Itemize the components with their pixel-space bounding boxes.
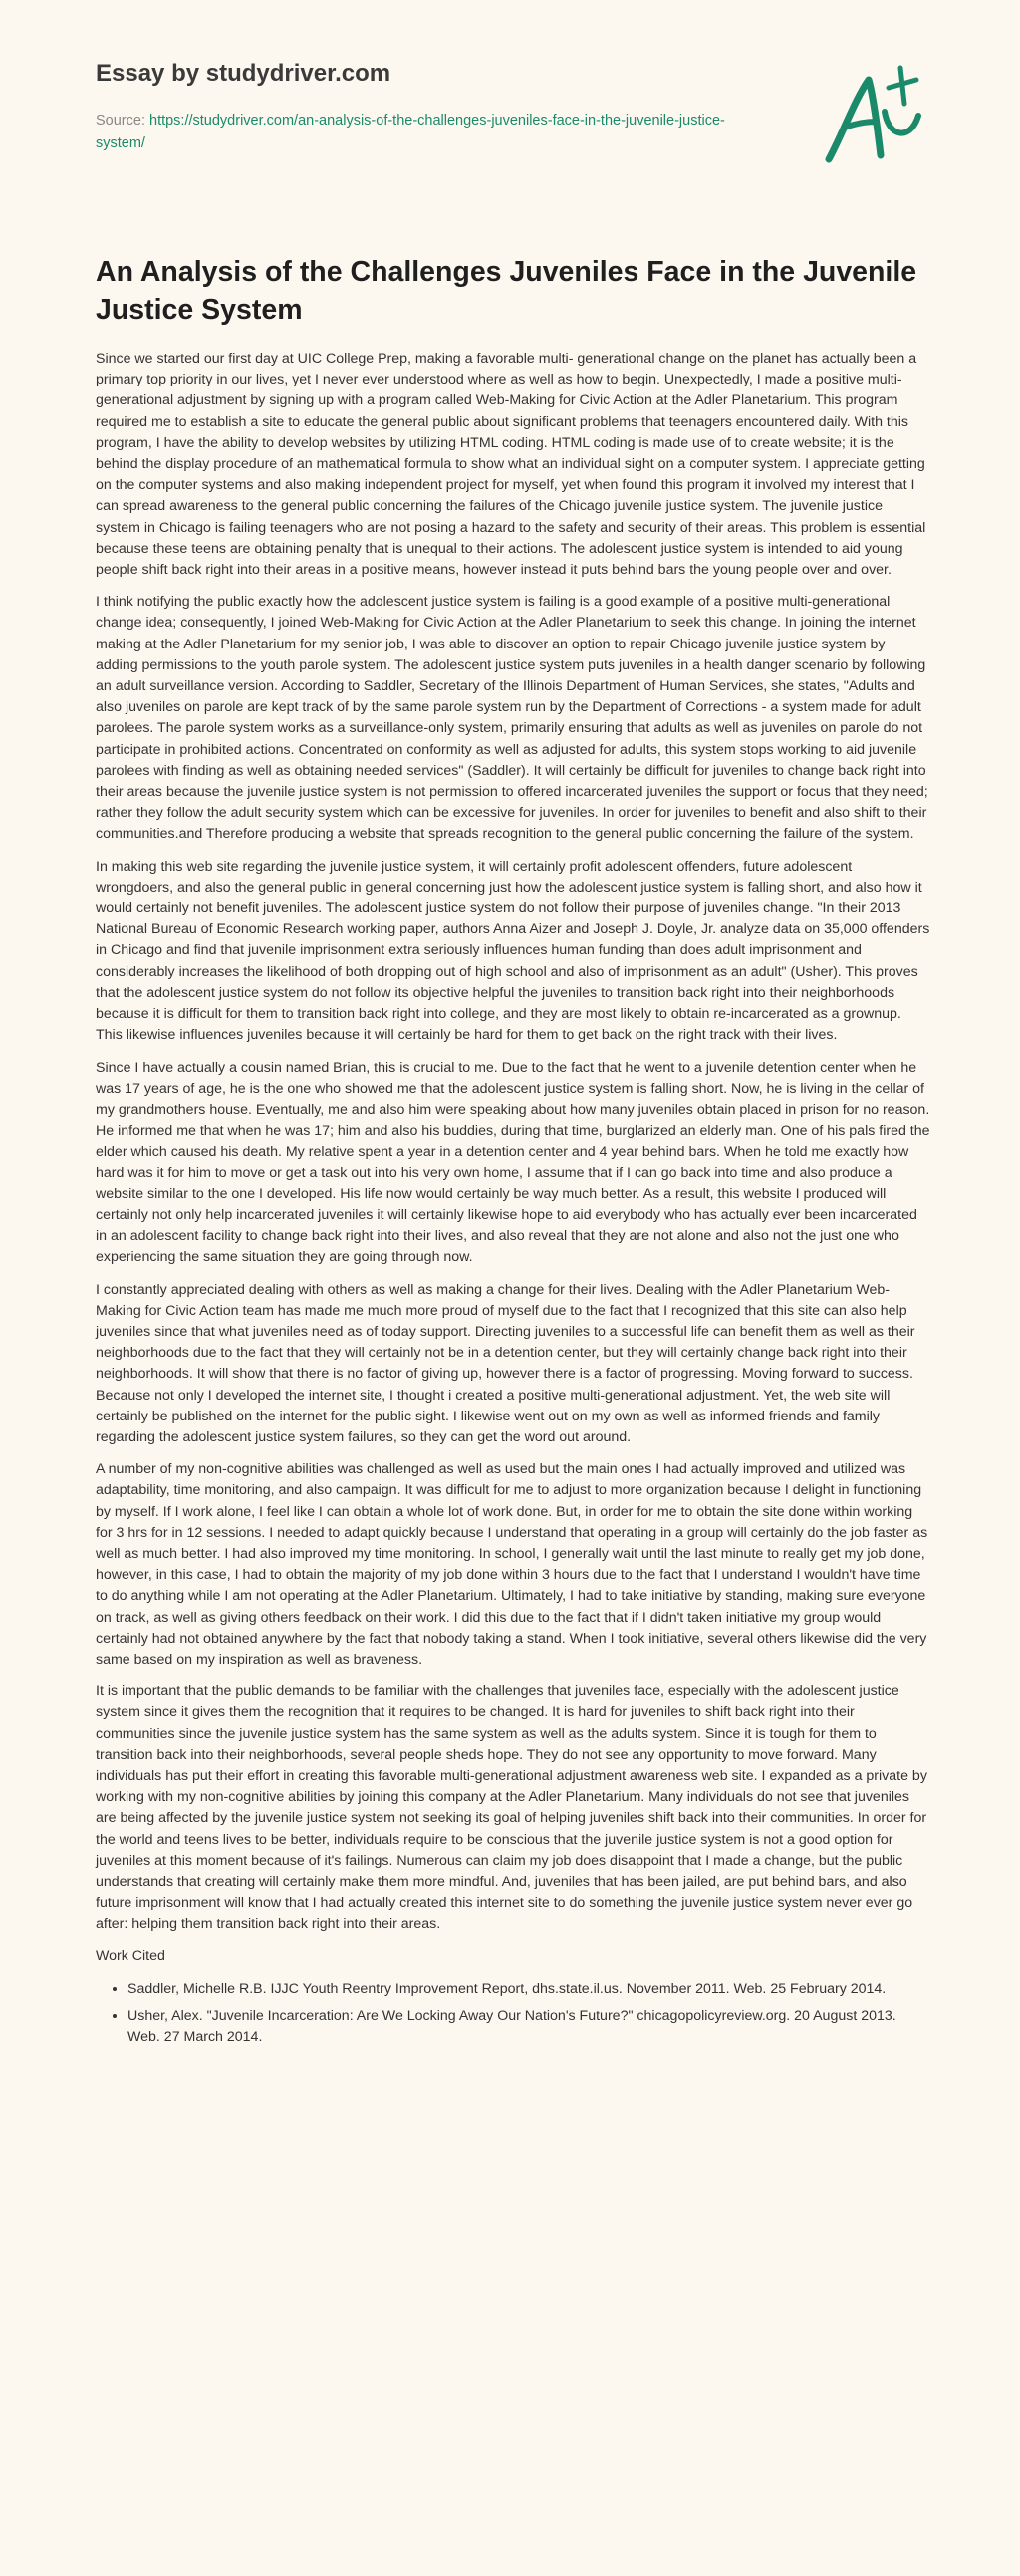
brand-title: Essay by studydriver.com xyxy=(96,60,391,87)
works-cited-list xyxy=(96,1979,930,2048)
a-plus-logo-icon xyxy=(819,64,928,173)
essay-content xyxy=(96,253,930,2054)
source-link[interactable]: https://studydriver.com/an-analysis-of-the-challenges-juveniles-face-in-the-juvenile-justice-system/ xyxy=(96,113,725,151)
essay-title: An Analysis of the Challenges Juveniles Face in the Juvenile Justice System xyxy=(96,256,917,326)
essay-paragraph: I think notifying the public exactly how the adolescent justice system is failing is a good example of a positive multi-generational change idea; consequently, I joined Web-Making for Civic Action at the Adler Planetarium to seek this change. In joining the internet making at the Adler Planetarium for my senior job, I was able to discover an option to repair Chicago juvenile justice system by adding permissions to the youth parole system. The adolescent justice system puts juveniles in a health danger scenario by following an adult surveillance version. According to Saddler, Secretary of the Illinois Department of Human Services, she states, "Adults and also juveniles on parole are kept track of by the same parole system run by the Department of Corrections - a system made for adult parolees. The parole system works as a surveillance-only system, primarily ensuring that adults as well as juveniles on parole do not participate in prohibited actions. Concentrated on conformity as well as adjusted for adults, this system stops working to aid juvenile parolees with finding as well as obtaining needed services" (Saddler). It will certainly be difficult for juveniles to change back right into their areas because the juvenile justice system is not permission to offered incarcerated juveniles the support or focus that they need; rather they follow the adult security system which can be excessive for juveniles. In order for juveniles to benefit and also shift to their communities.and Therefore producing a website that spreads recognition to the general public concerning the failure of the system. xyxy=(96,594,928,843)
essay-paragraph: Since we started our first day at UIC College Prep, making a favorable multi- generational change on the planet has actually been a primary top priority in our lives, yet I never ever understood where as well as how to begin. Unexpectedly, I made a positive multi-generational adjustment by signing up with a program called Web-Making for Civic Action at the Adler Planetarium. This program required me to establish a site to educate the general public about significant problems that teenagers encountered daily. With this program, I have the ability to develop websites by utilizing HTML coding. HTML coding is made use of to create website; it is the behind the display procedure of an mathematical formula to show what an individual sight on a computer system. I appreciate getting on the computer systems and also making independent project for myself, yet when found this program it involved my interest that I can spread awareness to the general public concerning the failures of the Chicago juvenile justice system. The juvenile justice system in Chicago is failing teenagers who are not posing a hazard to the safety and security of their areas. This problem is essential because these teens are obtaining penalty that is unequal to their actions. The adolescent justice system is intended to aid young people shift back right into their areas in a positive means, however instead it puts behind bars the young people over and over. xyxy=(96,351,926,579)
page-header xyxy=(96,60,793,155)
essay-paragraph: In making this web site regarding the juvenile justice system, it will certainly profit adolescent offenders, future adolescent wrongdoers, and also the general public in general concerning just how the adolescent justice system is falling short, and also how it would certainly not benefit juveniles. The adolescent justice system do not follow their purpose of juveniles change. "In their 2013 National Bureau of Economic Research working paper, authors Anna Aizer and Joseph J. Doyle, Jr. analyze data on 35,000 offenders in Chicago and find that juvenile imprisonment extra seriously influences human funding than does adult imprisonment and considerably increases the likelihood of both dropping out of high school and also of imprisonment as an adult" (Usher). This proves that the adolescent justice system do not follow its objective helpful the juveniles to transition back right into their neighborhoods because it is difficult for them to transition back right into college, and they are most likely to obtain re-incarcerated as a grownup. This likewise influences juveniles because it will certainly be hard for them to get back on the right track with their lives. xyxy=(96,858,930,1044)
essay-paragraph: A number of my non-cognitive abilities was challenged as well as used but the main ones I had actually improved and utilized was adaptability, time monitoring, and also campaign. It was difficult for me to adjust to more organization because I delight in functioning by myself. If I work alone, I feel like I can obtain a whole lot of work done. But, in order for me to obtain the site done within working for 3 hrs for in 12 sessions. I needed to adapt quickly because I understand that operating in a group will certainly do the job faster as well as much better. I had also improved my time monitoring. In school, I generally wait until the last minute to really get my job done, however, in this case, I had to obtain the majority of my job done within 3 hours due to the fact that I understand I wouldn't have time to do anything while I am not operating at the Adler Planetarium. Ultimately, I had to take initiative by standing, making sure everyone on track, as well as giving others feedback on their work. I did this due to the fact that if I didn't taken initiative my group would certainly had not obtained anywhere by the fact that nobody taking a stand. When I took initiative, several others likewise did the very same based on my inspiration as well as braveness. xyxy=(96,1461,928,1668)
source-label: Source: xyxy=(96,113,149,129)
citation-item: • Usher, Alex. "Juvenile Incarceration: Are We Locking Away Our Nation's Future?" chicagopolicyreview.org. 20 August 2013. Web. 27 March 2014. xyxy=(128,2006,930,2048)
works-cited-heading: Work Cited xyxy=(96,1947,165,1964)
essay-paragraph: Since I have actually a cousin named Brian, this is crucial to me. Due to the fact that he went to a juvenile detention center when he was 17 years of age, he is the one who showed me that the adolescent justice system is falling short. Now, he is living in the cellar of my grandmothers house. Eventually, me and also him were speaking about how many juveniles obtain placed in prison for no reason. He informed me that when he was 17; him and also his buddies, during that time, burglarized an elderly man. One of his pals fired the elder which caused his death. My relative spent a year in a detention center and 4 year behind bars. When he told me exactly how hard was it for him to move or get a task out into his very own home, I assume that if I can go back into time and also produce a website similar to the one I developed. His life now would certainly be way much better. As a result, this website I produced will certainly not only help incarcerated juveniles it will certainly likewise hope to aid everybody who has actually ever been incarcerated in an adolescent facility to change back right into their lives, and also reveal that they are not alone and also not the just one who experiencing the same situation they are going through now. xyxy=(96,1059,930,1266)
essay-paragraph: I constantly appreciated dealing with others as well as making a change for their lives. Dealing with the Adler Planetarium Web-Making for Civic Action team has made me much more proud of myself due to the fact that I recognized that this site can also help juveniles since that what juveniles need as of today support. Directing juveniles to a successful life can benefit them as well as their neighborhoods due to the fact that they will certainly not be in a detention center, but they will certainly change back right into their neighborhoods. It will show that there is no factor of giving up, however there is a factor of progressing. Moving forward to success. Because not only I developed the internet site, I thought i created a positive multi-generational adjustment. Yet, the web site will certainly be published on the internet for the public sight. I likewise went out on my own as well as informed friends and family regarding the adolescent justice system failures, so they can get the word out around. xyxy=(96,1281,915,1445)
source-line xyxy=(96,110,773,155)
essay-paragraph: It is important that the public demands to be familiar with the challenges that juveniles face, especially with the adolescent justice system since it gives them the recognition that it requires to be changed. It is hard for juveniles to shift back right into their communities since the juvenile justice system has the same system as well as the adults system. Since it is tough for them to transition back into their neighborhoods, several people sheds hope. They do not see any opportunity to move forward. Many individuals has put their effort in creating this favorable multi-generational adjustment awareness web site. I expanded as a private by working with my non-cognitive abilities by joining this company at the Adler Planetarium. Many individuals do not see that juveniles are being affected by the juvenile justice system not seeking its goal of helping juveniles shift back into their communities. In order for the world and teens lives to be better, individuals require to be conscious that the juvenile justice system is not a good option for juveniles at this moment because of it's failings. Numerous can claim my job does disappoint that I made a change, but the public understands that creating will certainly make them more mindful. And, juveniles that has been jailed, are put behind bars, and also future imprisonment will know that I had actually created this internet site to do something the juvenile justice system never ever go after: helping them transition back right into their areas. xyxy=(96,1683,927,1932)
citation-item: • Saddler, Michelle R.B. IJJC Youth Reentry Improvement Report, dhs.state.il.us. November 2011. Web. 25 February 2014. xyxy=(128,1979,930,2000)
